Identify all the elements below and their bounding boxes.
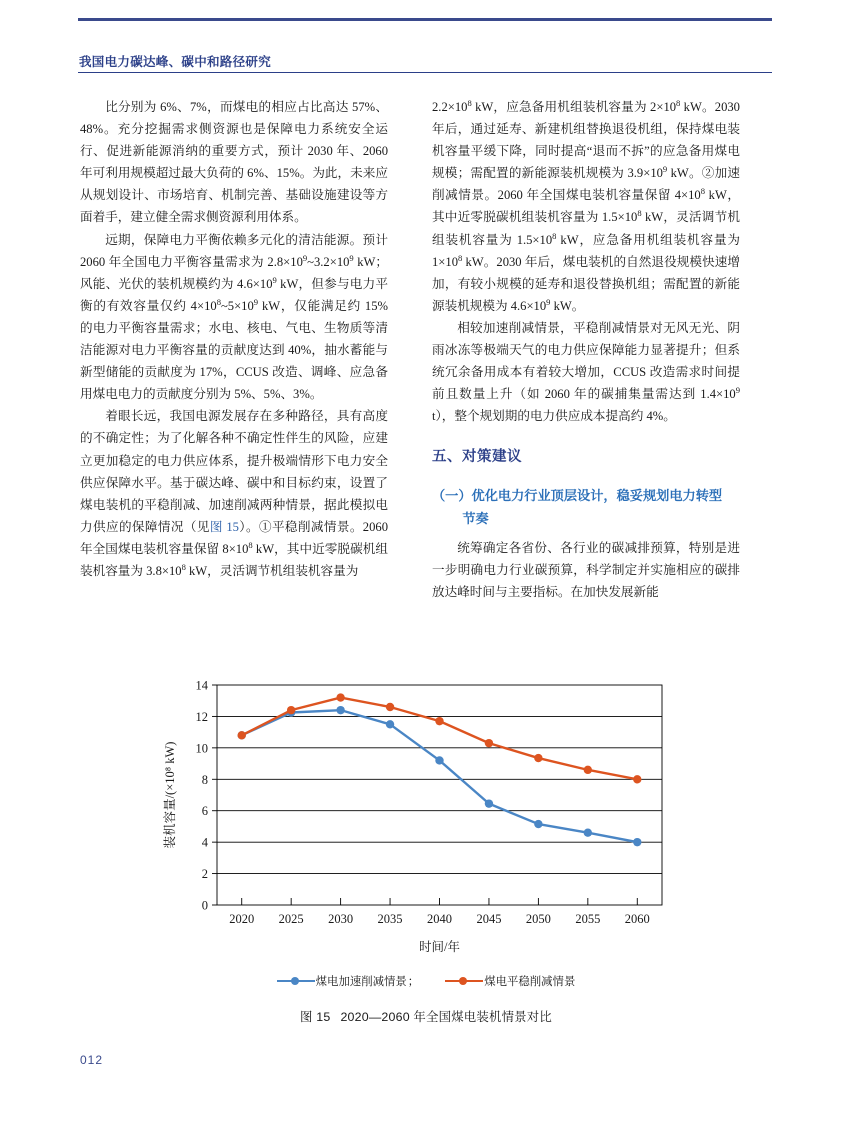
top-rule-divider <box>78 18 772 21</box>
subsection-heading <box>432 484 740 530</box>
figure-reference-link[interactable]: 图 15 <box>209 519 239 534</box>
data-point <box>485 739 493 747</box>
y-tick-label: 10 <box>195 741 208 756</box>
data-point <box>534 754 542 762</box>
data-point <box>435 756 443 764</box>
legend-swatch-blue-line-icon <box>277 976 315 986</box>
x-axis-title: 时间/年 <box>419 940 460 954</box>
y-tick-label: 6 <box>201 804 208 819</box>
x-tick-label: 2050 <box>525 912 551 926</box>
data-point <box>534 820 542 828</box>
data-point <box>238 731 246 739</box>
x-tick-label: 2040 <box>427 912 452 926</box>
y-axis-title: 装机容量/(×10⁸ kW) <box>163 741 177 849</box>
x-tick-label: 2030 <box>328 912 354 926</box>
line-chart <box>80 665 772 965</box>
left-text-column <box>80 96 388 582</box>
paragraph-left-1: 比分别为 6%、7%，而煤电的相应占比高达 57%、48%。充分挖掘需求侧资源也是保障电力系统安全运行、促进新能源消纳的重要方式，预计 2030 年、2060 年可利用规模超过最大负荷的 6%、15%。为此，未来应从规划设计、市场培育、机制完善、基础设施建设等方面着手，建立健全需求侧资源利用体系。 <box>80 100 388 225</box>
data-point <box>633 775 641 783</box>
data-point <box>336 693 344 701</box>
legend-swatch-orange-line-icon <box>445 976 483 986</box>
legend-separator: ； <box>407 976 420 988</box>
x-tick-label: 2045 <box>476 912 502 926</box>
y-tick-label: 4 <box>201 835 208 850</box>
x-tick-label: 2025 <box>278 912 304 926</box>
data-point <box>435 717 443 725</box>
paragraph-right-3: 统筹确定各省份、各行业的碳减排预算，特别是进一步明确电力行业碳预算，科学制定并实施相应的碳排放达峰时间与主要指标。在加快发展新能 <box>432 540 740 599</box>
paragraph-right-2: 相较加速削减情景，平稳削减情景对无风无光、阴雨冰冻等极端天气的电力供应保障能力显著提升；但系统冗余备用成本有着较大增加，CCUS 改造需求时间提前且数量上升（如 2060 年的碳捕集量需达到 $1.4\times 10^9$ t），整个规划期的电力供应成本提高约 4%。 <box>432 320 740 424</box>
page-number: 012 <box>80 1053 104 1067</box>
section-heading: 五、对策建议 <box>432 449 522 466</box>
legend-label-0: 煤电加速削减情景 <box>315 976 407 988</box>
legend-item-0 <box>277 973 420 989</box>
x-tick-label: 2060 <box>624 912 650 926</box>
data-point <box>287 706 295 714</box>
y-tick-label: 0 <box>201 898 208 913</box>
data-point <box>336 706 344 714</box>
chart-legend <box>80 973 772 989</box>
figure-15 <box>80 665 772 1055</box>
y-tick-label: 14 <box>195 678 208 693</box>
data-point <box>584 829 592 837</box>
data-point <box>485 799 493 807</box>
subsection-heading-line1: （一）优化电力行业顶层设计，稳妥规划电力转型 <box>432 487 723 503</box>
y-tick-label: 8 <box>201 772 208 787</box>
paragraph-right-1: $2.2\times 10^8$ kW，应急备用机组装机容量为 $2\times 10^8$ kW。2030 年后，通过延寿、新建机组替换退役机组，保持煤电装机容量平缓下降，同时提高“退而不拆”的应急备用煤电规模；需配置的新能源装机规模为 $3.9\times 10^9$ kW。②加速削减情景。2060 年全国煤电装机容量保留 $4\times 10^8$ kW，其中近零脱碳机组装机容量为 $1.5\times 10^8$ kW，灵活调节机组装机容量为 $1.5\times 10^8$ kW，应急备用机组装机容量为 $1\times 10^8$ kW。2030 年后，煤电装机的自然退役规模快速增加，有较小规模的延寿和退役替换机组；需配置的新能源装机规模为 $4.6\times 10^9$ kW。 <box>432 97 740 313</box>
running-head-title: 我国电力碳达峰、碳中和路径研究 <box>79 55 272 69</box>
paragraph-left-3: 着眼长远，我国电源发展存在多种路径，具有高度的不确定性；为了化解各种不确定性伴生的风险，应建立更加稳定的电力供应体系，提升极端情形下电力安全供应保障水平。基于碳达峰、碳中和目标约束，设置了煤电装机的平稳削减、加速削减两种情景，据此模拟电力供应的保障情况（见图 15）。①平稳削减情景。2060 年全国煤电装机容量保留 $8\times 10^8$ kW，其中近零脱碳机组装机容量为 $3.8\times 10^8$ kW，灵活调节机组装机容量为 <box>80 409 388 578</box>
subsection-heading-line2: 节奏 <box>462 510 489 526</box>
data-point <box>633 838 641 846</box>
data-point <box>386 720 394 728</box>
data-point <box>386 703 394 711</box>
y-tick-label: 2 <box>201 867 208 882</box>
legend-item-1 <box>445 973 575 989</box>
x-tick-label: 2055 <box>575 912 601 926</box>
x-tick-label: 2035 <box>377 912 403 926</box>
figure-caption <box>80 1007 772 1025</box>
y-tick-label: 12 <box>195 709 208 724</box>
x-tick-label: 2020 <box>229 912 255 926</box>
legend-label-1: 煤电平稳削减情景 <box>484 976 576 988</box>
figure-caption-text: 2020—2060 年全国煤电装机情景对比 <box>340 1010 552 1024</box>
figure-caption-number: 图 15 <box>300 1010 331 1024</box>
right-text-column <box>432 96 740 603</box>
paragraph-left-2: 远期，保障电力平衡依赖多元化的清洁能源。预计 2060 年全国电力平衡容量需求为 $2.8\times 10^9\sim 3.2\times 10^9$ kW；风能、光伏的装机规模约为 $4.6\times 10^9$ kW，但参与电力平衡的有效容量仅约 $4\times 10^8\sim 5\times 10^9$ kW，仅能满足约 15% 的电力平衡容量需求；水电、核电、气电、生物质等清洁能源对电力平衡容量的贡献度达到 40%，抽水蓄能与新型储能的贡献度为 17%，CCUS 改造、调峰、应急备用煤电电力的贡献度分别为 5%、5%、3%。 <box>80 232 388 402</box>
data-point <box>584 766 592 774</box>
header-rule-divider <box>78 72 772 73</box>
